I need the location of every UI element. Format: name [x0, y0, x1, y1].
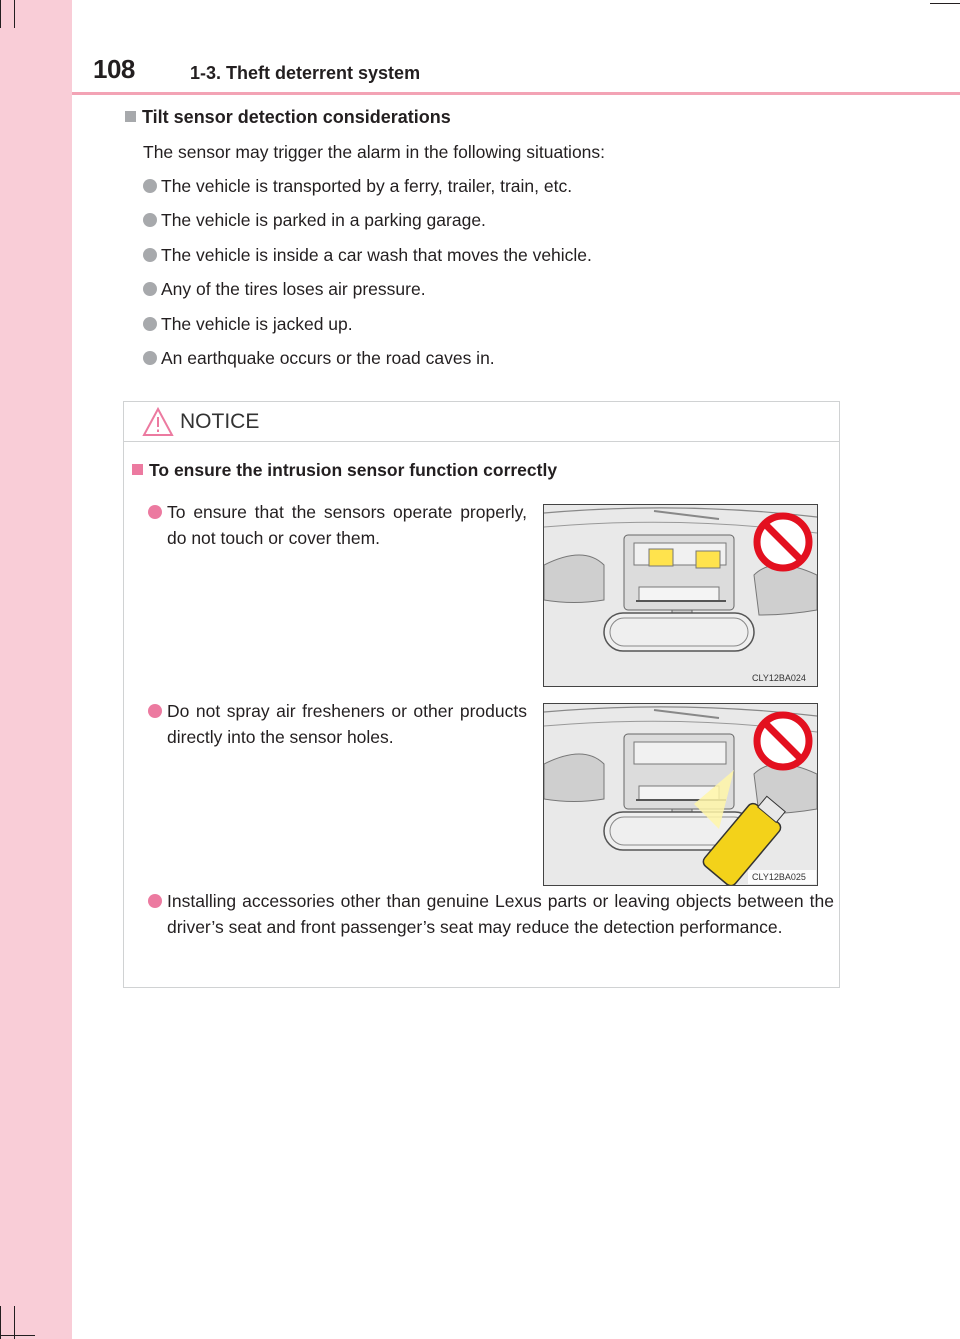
- bullet-icon: [143, 213, 157, 227]
- figure-code: CLY12BA025: [752, 872, 806, 882]
- section-title: 1-3. Theft deterrent system: [190, 63, 421, 83]
- bullet-icon: [143, 351, 157, 365]
- overhead-console-drawing: [544, 704, 817, 885]
- notice-heading-text: To ensure the intrusion sensor function correctly: [149, 460, 558, 480]
- crop-mark: [0, 0, 1, 28]
- tilt-intro: The sensor may trigger the alarm in the following situations:: [143, 142, 606, 162]
- tilt-heading-text: Tilt sensor detection considerations: [142, 107, 451, 127]
- notice-item-text: To ensure that the sensors operate properly, do not touch or cover them.: [167, 502, 527, 548]
- figure-code: CLY12BA024: [752, 673, 806, 683]
- crop-mark: [0, 1335, 35, 1336]
- illustration-no-spray: [543, 703, 818, 886]
- list-item: The vehicle is transported by a ferry, trailer, train, etc.: [143, 176, 592, 210]
- side-band: [0, 0, 72, 1339]
- notice-header: [124, 402, 839, 442]
- notice-label: NOTICE: [180, 410, 260, 433]
- list-item: The vehicle is parked in a parking garage.: [143, 210, 592, 244]
- square-bullet-icon: [125, 111, 136, 122]
- notice-heading: [132, 460, 557, 481]
- overhead-console-drawing: [544, 505, 817, 686]
- list-item: The vehicle is jacked up.: [143, 314, 592, 348]
- sensor-cover-left: [649, 549, 673, 566]
- bullet-icon: [143, 179, 157, 193]
- crop-mark: [930, 3, 960, 4]
- notice-item-text: Do not spray air fresheners or other products directly into the sensor holes.: [167, 701, 527, 747]
- list-item: An earthquake occurs or the road caves in.: [143, 348, 592, 382]
- warning-triangle-icon: [142, 407, 174, 437]
- bullet-icon: [148, 894, 162, 908]
- notice-item: [148, 889, 834, 969]
- page-number: 108: [93, 54, 135, 84]
- bullet-icon: [143, 248, 157, 262]
- tilt-list: [143, 176, 592, 382]
- bullet-icon: [143, 317, 157, 331]
- bullet-icon: [143, 282, 157, 296]
- square-bullet-icon: [132, 464, 143, 475]
- bullet-icon: [148, 704, 162, 718]
- notice-item: [148, 699, 527, 755]
- tilt-heading: [125, 107, 451, 128]
- crop-mark: [14, 0, 15, 28]
- illustration-sensor-cover: [543, 504, 818, 687]
- list-item: Any of the tires loses air pressure.: [143, 279, 592, 313]
- notice-item: [148, 500, 527, 556]
- header-rule: [72, 92, 960, 95]
- sensor-cover-right: [696, 551, 720, 568]
- notice-box: [123, 401, 840, 988]
- notice-item-text: Installing accessories other than genuine Lexus parts or leaving objects between the driver’s seat and front passenger’s seat may reduce the detection performance.: [167, 891, 834, 937]
- bullet-icon: [148, 505, 162, 519]
- list-item: The vehicle is inside a car wash that moves the vehicle.: [143, 245, 592, 279]
